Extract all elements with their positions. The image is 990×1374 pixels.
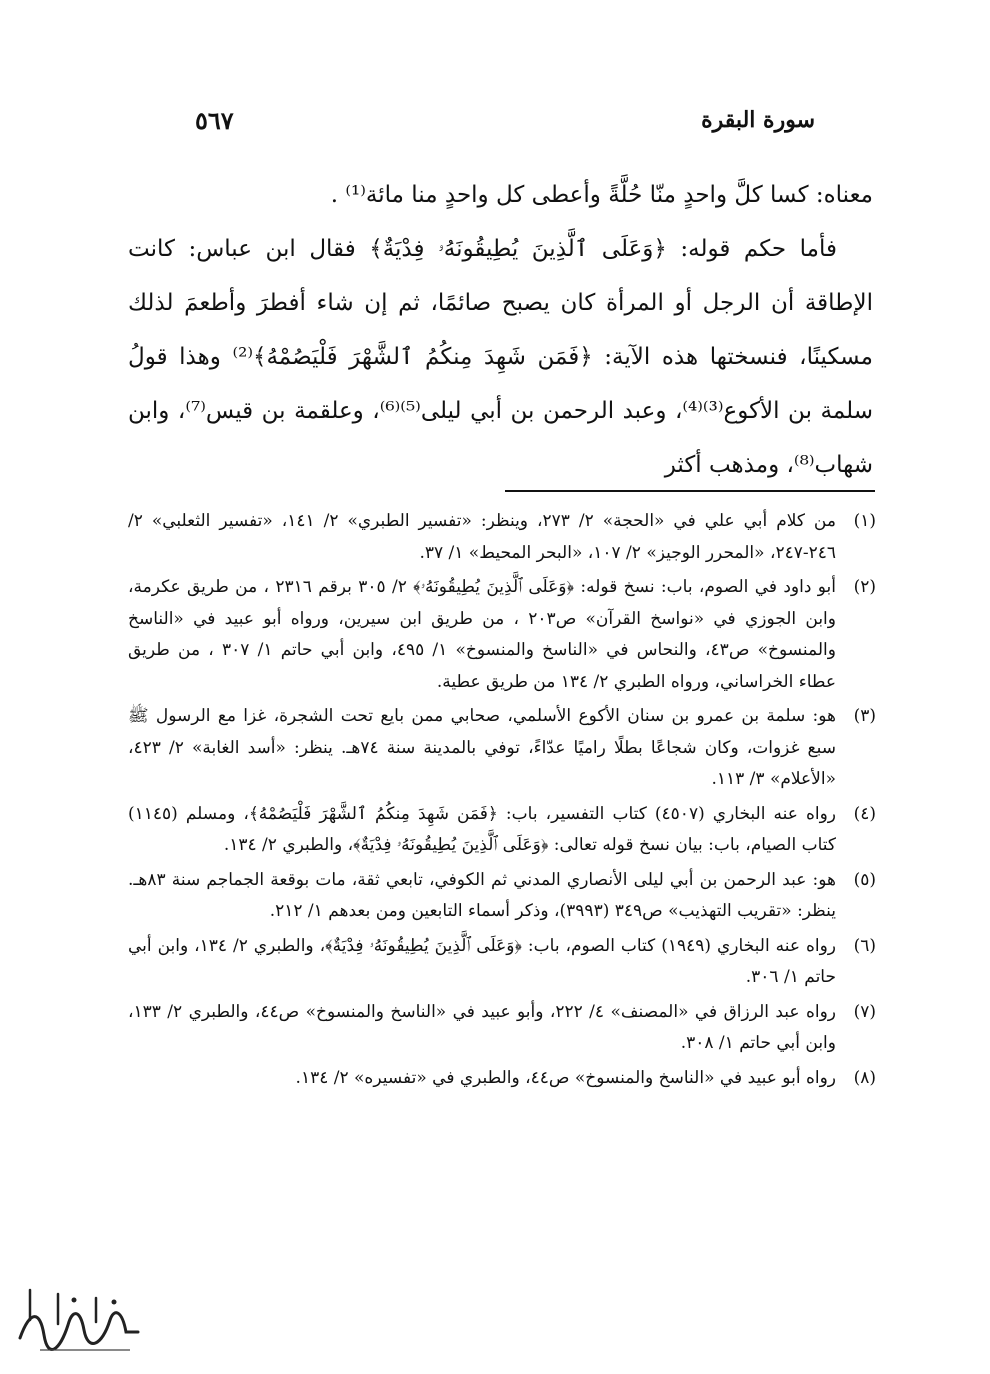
footnote — [128, 572, 876, 698]
main-body — [128, 168, 873, 492]
footnote-number: (٦) — [853, 935, 876, 956]
footnote-text: رواه أبو عبيد في «الناسخ والمنسوخ» ص٤٤، والطبري في «تفسيره» ٢/ ١٣٤. — [295, 1067, 836, 1088]
footnote-text: هو: عبد الرحمن بن أبي ليلى الأنصاري المدني ثم الكوفي، تابعي ثقة، مات بوقعة الجماجم سنة ٨٣هـ. ينظر: «تقريب التهذيب» ص٣٤٩ (٣٩٩٣)، وذكر أسماء التابعين ومن بعدهم ١/ ٢١٢. — [128, 869, 836, 921]
footnote — [128, 865, 876, 928]
footnotes-section — [128, 506, 876, 1097]
footnote-number: (٥) — [853, 869, 876, 890]
footnote-number: (٨) — [853, 1067, 876, 1088]
footnote-text: رواه عنه البخاري (٤٥٠٧) كتاب التفسير، باب: ﴿فَمَن شَهِدَ مِنكُمُ ٱلشَّهْرَ فَلْيَصُمْهُ﴾، ومسلم (١١٤٥) كتاب الصيام، باب: بيان نسخ قوله تعالى: ﴿وَعَلَى ٱلَّذِينَ يُطِيقُونَهُۥ فِدْيَةٌ﴾، والطبري ٢/ ١٣٤. — [128, 803, 836, 855]
surah-title: سورة البقرة — [701, 107, 815, 133]
footnote — [128, 506, 876, 569]
footnote-number: (٧) — [853, 1001, 876, 1022]
main-paragraph: معناه: كسا كلَّ واحدٍ منّا حُلَّةً وأعطى كل واحدٍ منا مائة⁽¹⁾ . — [330, 182, 873, 208]
page-number: ٥٦٧ — [195, 105, 234, 135]
footnote-text: أبو داود في الصوم، باب: نسخ قوله: ﴿وَعَلَى ٱلَّذِينَ يُطِيقُونَهُۥ﴾ ٢/ ٣٠٥ برقم ٢٣١٦ ، من طريق عكرمة، وابن الجوزي في «نواسخ القرآن» ص٢٠٣ ، من طريق ابن سيرين، ورواه أبو عبيد في «الناسخ والمنسوخ» ص٤٣، والنحاس في «الناسخ والمنسوخ» ١/ ٤٩٥، وابن أبي حاتم ١/ ٣٠٧ ، من طريق عطاء الخراساني، ورواه الطبري ٢/ ١٣٤ من طريق عطية. — [128, 577, 837, 692]
footnote — [128, 931, 876, 994]
footnote-number: (٢) — [853, 577, 876, 597]
footnote-divider — [505, 490, 875, 492]
main-paragraph: فأما حكم قوله: ﴿وَعَلَى ٱلَّذِينَ يُطِيقُونَهُۥ فِدْيَةٌ﴾ فقال ابن عباس: كانت الإطاقة أن الرجل أو المرأة كان يصبح صائمًا، ثم إن شاء أفطرَ وأطعمَ لذلك مسكينًا، فنسختها هذه الآية: ﴿فَمَن شَهِدَ مِنكُمُ ٱلشَّهْرَ فَلْيَصُمْهُ﴾⁽²⁾ وهذا قولُ سلمة بن الأكوع⁽³⁾⁽⁴⁾، وعبد الرحمن بن أبي ليلى⁽⁵⁾⁽⁶⁾، وعلقمة بن قيس⁽⁷⁾، وابن شهاب⁽⁸⁾، ومذهب أكثر — [128, 236, 873, 478]
page-header — [195, 100, 815, 140]
footnote-text: رواه عنه البخاري (١٩٤٩) كتاب الصوم، باب: ﴿وَعَلَى ٱلَّذِينَ يُطِيقُونَهُۥ فِدْيَةٌ﴾، والطبري ٢/ ١٣٤، وابن أبي حاتم ١/ ٣٠٦. — [128, 935, 836, 987]
footnote-number: (٤) — [853, 803, 876, 824]
footnote-text: من كلام أبي علي في «الحجة» ٢/ ٢٧٣، وينظر: «تفسير الطبري» ٢/ ١٤١، «تفسير الثعلبي» ٢/ ٢٤٦-٢٤٧، «المحرر الوجيز» ٢/ ١٠٧، «البحر المحيط» ١/ ٣٧. — [128, 511, 836, 563]
footnote — [128, 1063, 876, 1095]
footnote-number: (١) — [853, 511, 876, 531]
footnote — [128, 997, 876, 1060]
footnote-text: رواه عبد الرزاق في «المصنف» ٤/ ٢٢٢، وأبو عبيد في «الناسخ والمنسوخ» ص٤٤، والطبري ٢/ ١٣٣، وابن أبي حاتم ١/ ٣٠٨. — [128, 1001, 837, 1053]
library-logo-icon — [10, 1280, 150, 1360]
footnote-text: هو: سلمة بن عمرو بن سنان الأكوع الأسلمي، صحابي ممن بايع تحت الشجرة، غزا مع الرسول ﷺ سبع غزوات، وكان شجاعًا بطلًا راميًا عدّاءً، توفي بالمدينة سنة ٧٤هـ. ينظر: «أسد الغابة» ٢/ ٤٢٣، «الأعلام» ٣/ ١١٣. — [128, 706, 836, 789]
footnote — [128, 799, 876, 862]
footnote — [128, 701, 876, 796]
footnote-number: (٣) — [853, 706, 876, 726]
